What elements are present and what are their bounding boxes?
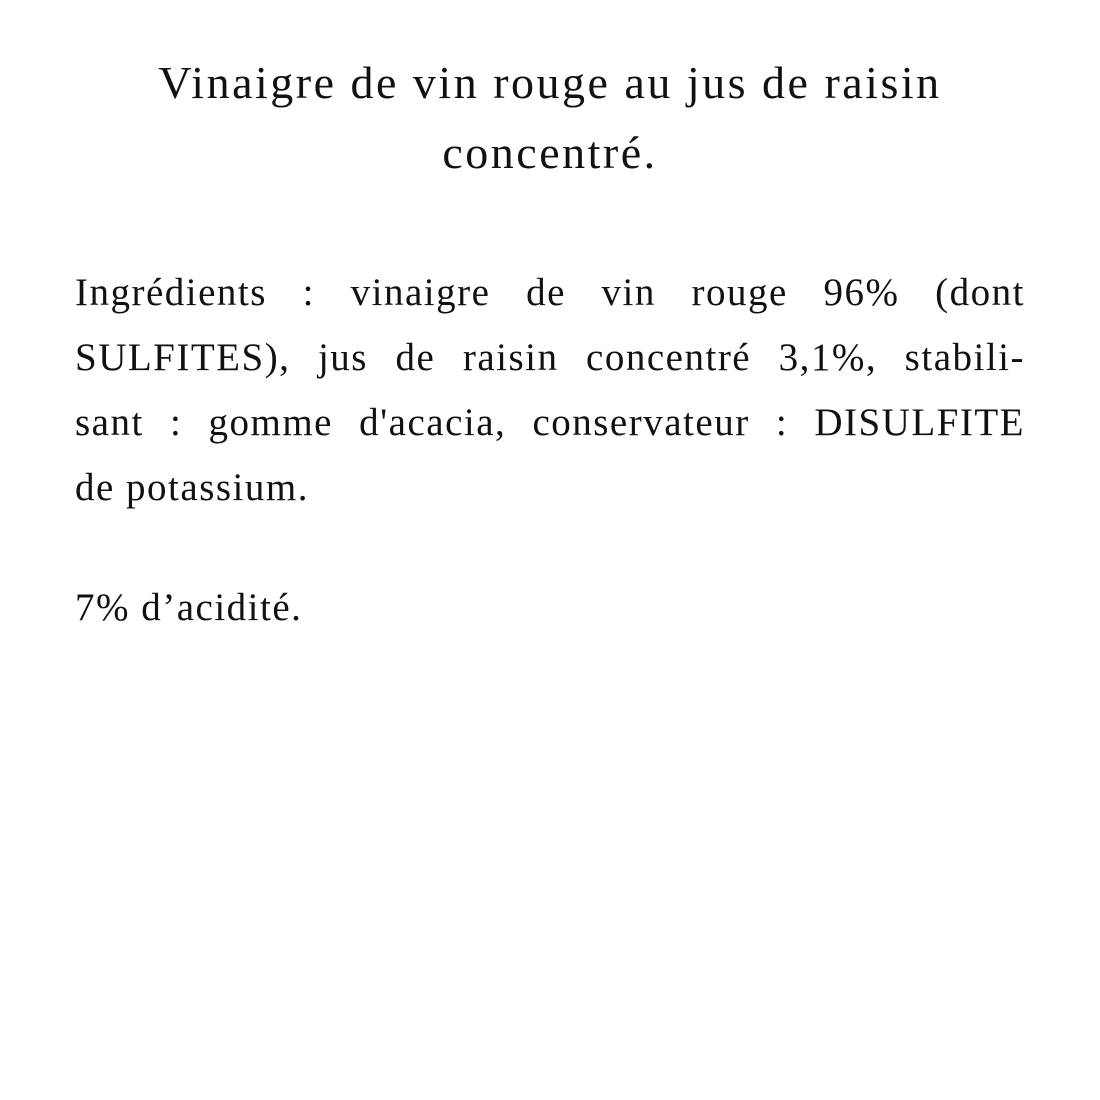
ingredients-line: SULFITES), jus de raisin concentré 3,1%, stabili- (75, 336, 1025, 379)
acidity-text: 7% d’acidité. (75, 586, 303, 629)
ingredients-line: de potassium. (75, 466, 309, 509)
ingredients-paragraph (75, 260, 1025, 520)
product-title: Vinaigre de vin rouge au jus de raisin concentré. (158, 57, 942, 178)
ingredients-line: sant : gomme d'acacia, conservateur : DISULFITE (75, 401, 1025, 444)
ingredients-line: Ingrédients : vinaigre de vin rouge 96% (dont (75, 271, 1025, 314)
